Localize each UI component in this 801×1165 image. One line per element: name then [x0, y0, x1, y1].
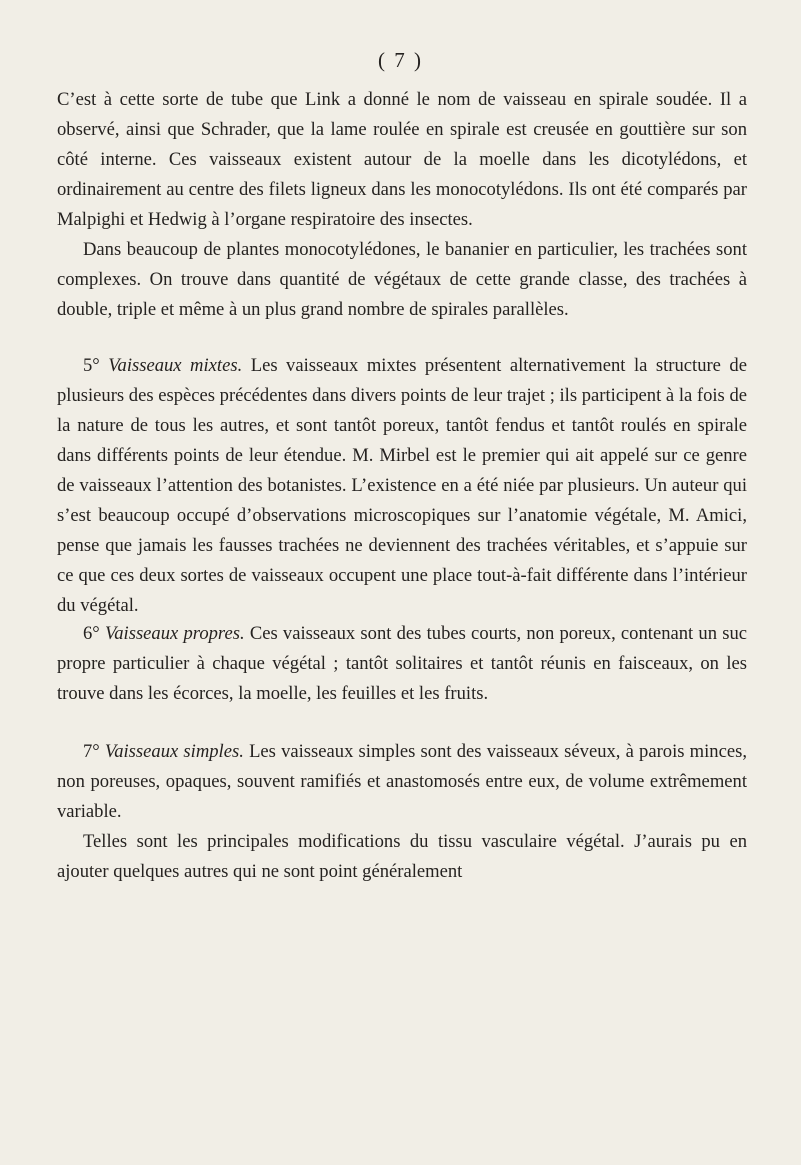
- paragraph-complex-tracheae: Dans beaucoup de plantes monocotylédones, le bananier en particulier, les trachées sont complexes. On trouve dans quantité de végétaux de cette grande classe, des trachées à double, triple et même à un plus grand nombre de spirales parallèles.: [57, 239, 747, 320]
- paragraph-closing: Telles sont les principales modifications du tissu vasculaire végétal. J’aurais pu en ajouter quelques autres qui ne sont point généralement: [57, 831, 747, 882]
- section-heading: Vaisseaux simples.: [104, 741, 244, 762]
- section-number: 6°: [83, 623, 100, 644]
- section-number: 7°: [83, 741, 100, 762]
- paragraph-proper-vessels: [57, 619, 747, 709]
- section-heading: Vaisseaux mixtes.: [108, 355, 243, 376]
- paragraph-spiral-vessels: C’est à cette sorte de tube que Link a donné le nom de vaisseau en spirale soudée. Il a observé, ainsi que Schrader, que la lame roulée en spirale est creusée en gouttière sur son côté interne. Ces vaisseaux existent autour de la moelle dans les dicotylédons, et ordinairement au centre des filets ligneux dans les monocotylédons. Ils ont été comparés par Malpighi et Hedwig à l’organe respiratoire des insectes.: [57, 89, 747, 230]
- page-number: ( 7 ): [378, 48, 423, 72]
- section-heading: Vaisseaux propres.: [104, 623, 245, 644]
- paragraph-simple-vessels: [57, 737, 747, 827]
- section-number: 5°: [83, 355, 100, 376]
- section-text: Les vaisseaux simples sont des vaisseaux séveux, à parois minces, non poreuses, opaques, souvent ramifiés et anastomosés entre eux, de volume extrêmement variable.: [57, 741, 747, 822]
- section-text: Ces vaisseaux sont des tubes courts, non poreux, contenant un suc propre particulier à chaque végétal ; tantôt solitaires et tantôt réunis en faisceaux, on les trouve dans les écorces, la moelle, les feuilles et les fruits.: [57, 623, 748, 704]
- section-text: Les vaisseaux mixtes présentent alternativement la structure de plusieurs des espèces précédentes dans divers points de leur trajet ; ils participent à la fois de la nature de tous les autres, et sont tantôt poreux, tantôt fendus et tantôt roulés en spirale dans différents points de leur étendue. M. Mirbel est le premier qui ait appelé sur ce genre de vaisseaux l’attention des botanistes. L’existence en a été niée par plusieurs. Un auteur qui s’est beaucoup occupé d’observations microscopiques sur l’anatomie végétale, M. Amici, pense que jamais les fausses trachées ne deviennent des trachées véritables, et s’appuie sur ce que ces deux sortes de vaisseaux occupent une place tout-à-fait différente dans l’intérieur du végétal.: [57, 355, 747, 616]
- paragraph-mixed-vessels: [57, 351, 747, 621]
